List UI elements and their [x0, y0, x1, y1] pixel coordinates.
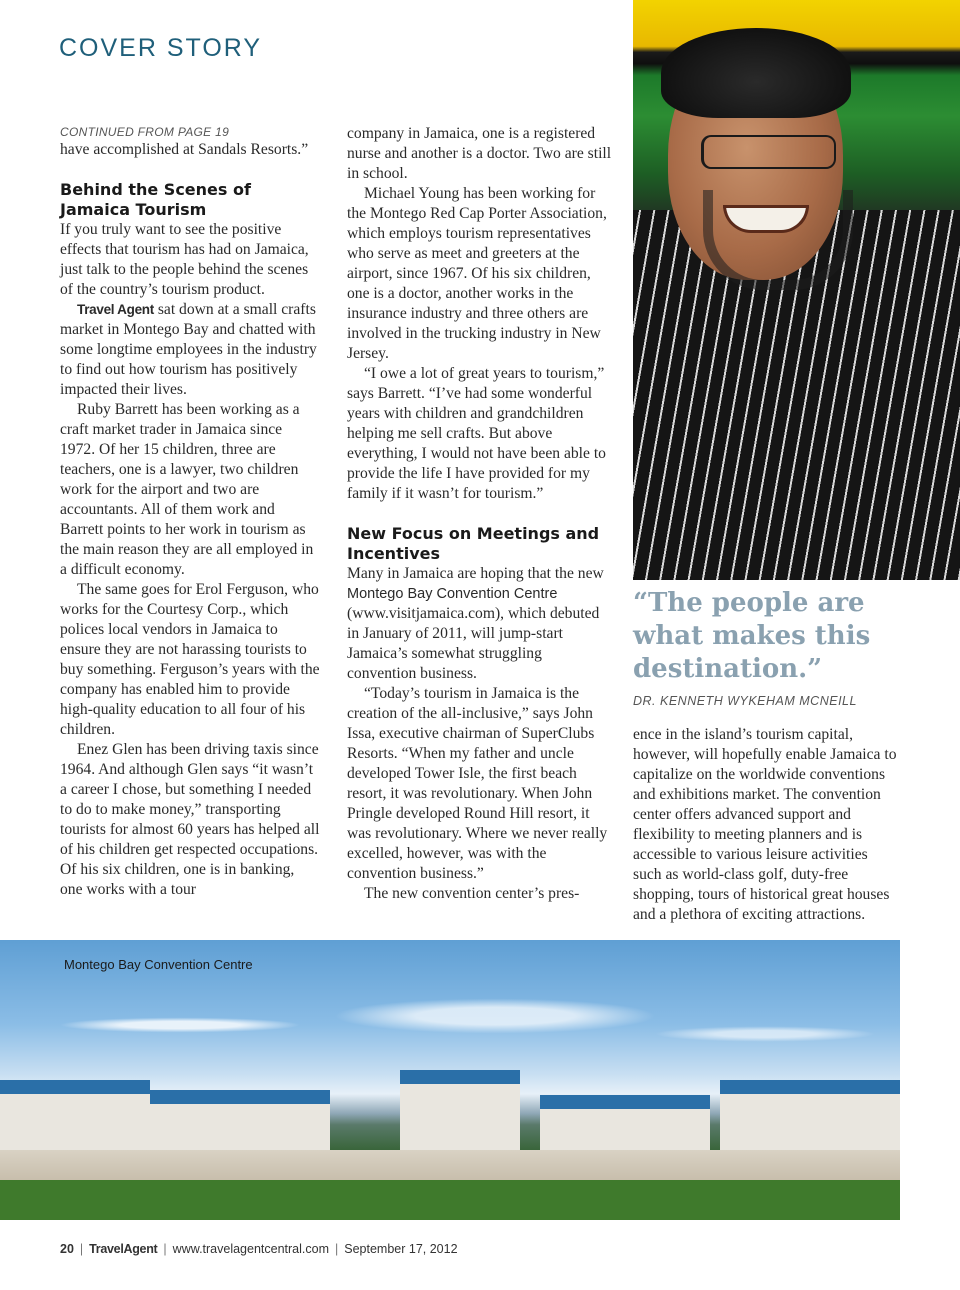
portrait-photo: [633, 0, 960, 580]
website-url[interactable]: www.travelagentcentral.com: [172, 1242, 329, 1256]
hair: [661, 28, 851, 118]
article-column-1: [60, 124, 320, 900]
paragraph: “Today’s tourism in Jamaica is the creation of the all-inclusive,” says John Issa, executive chairman of SuperClubs Resorts. “When my father and uncle developed Tower Isle, the first beach resort, it was revolutionary. When John Pringle developed Round Hill resort, it was revolutionary. Where we never really excelled, however, was with the convention business.”: [347, 685, 608, 882]
lawn: [0, 1180, 900, 1220]
paragraph: company in Jamaica, one is a registered nurse and another is a doctor. Two are still in school.: [347, 125, 612, 182]
paragraph: [347, 564, 613, 684]
continued-from: CONTINUED FROM PAGE 19: [60, 125, 230, 139]
glasses: [701, 135, 836, 169]
page-number: 20: [60, 1242, 74, 1256]
paragraph: The same goes for Erol Ferguson, who works for the Courtesy Corp., which polices local vendors in Jamaica to ensure they are not harassing tourists to buy something. Ferguson’s years with the company has enabled him to provide high-quality education to all four of his children.: [60, 581, 320, 738]
paragraph: The new convention center’s pres-: [364, 885, 580, 902]
paragraph: Ruby Barrett has been working as a craft market trader in Jamaica since 1972. Of her 15 children, three are teachers, one is a lawyer, two children work for the airport and two are accountants. All of them work and Barrett points to her work in tourism as the main reason they are all employed in a difficult economy.: [60, 401, 314, 578]
pull-quote: “The people are what makes this destination.”: [633, 588, 871, 684]
paragraph: Enez Glen has been driving taxis since 1964. And although Glen says “it wasn’t a career I chose, but something I needed to do to make money,” transporting tourists for almost 60 years has helped all of his children get respected occupations. Of his six children, one is in banking, one works with a tour: [60, 741, 320, 898]
venue-name: Montego Bay Convention Centre: [347, 586, 558, 602]
paragraph-text: sat down at a small crafts market in Montego Bay and chatted with some longtime employees in the industry to find out how tourism has positively impacted their lives.: [60, 301, 317, 398]
page-footer: 20 | TravelAgent | www.travelagentcentral.com | September 17, 2012: [60, 1242, 458, 1256]
issue-date: September 17, 2012: [344, 1242, 458, 1256]
paragraph: ence in the island’s tourism capital, however, will hopefully enable Jamaica to capitalize on the worldwide conventions and exhibitions market. The convention center offers advanced support and flexibility to meeting planners and is accessible to various leisure activities such as world-class golf, duty-free shopping, tours of historical great houses and a plethora of exciting attractions.: [633, 726, 897, 923]
paragraph: “I owe a lot of great years to tourism,” says Barrett. “I’ve had some wonderful years with children and grandchildren helping me sell crafts. But above everything, I would not have been able to provide the life I have provided for my family if it wasn’t for tourism.”: [347, 365, 606, 502]
paragraph: If you truly want to see the positive effects that tourism has had on Jamaica, just talk to the people behind the scenes of the country’s tourism product.: [60, 221, 309, 298]
magazine-name: Travel Agent: [77, 302, 154, 317]
photo-caption: Montego Bay Convention Centre: [64, 957, 253, 972]
magazine-name: TravelAgent: [89, 1242, 158, 1256]
convention-centre-photo: [0, 940, 900, 1220]
paragraph: Michael Young has been working for the Montego Red Cap Porter Association, which employs tourism representatives who serve as meet and greeters at the airport, since 1967. Of his six children, one is a doctor, another works in the insurance industry and three others are involved in the trucking industry in New Jersey.: [347, 185, 607, 362]
paragraph: have accomplished at Sandals Resorts.”: [60, 141, 309, 158]
clouds: [0, 980, 900, 1070]
subheading: Behind the Scenes of Jamaica Tourism: [60, 180, 251, 219]
article-column-3: [633, 725, 899, 925]
paragraph-text: (www.visitjamaica.com), which debuted in January of 2011, will jump-start Jamaica’s somewhat struggling convention business.: [347, 605, 600, 682]
article-column-2: [347, 124, 613, 904]
subheading: New Focus on Meetings and Incentives: [347, 524, 600, 563]
paragraph: [60, 300, 320, 400]
pull-quote-attribution: DR. KENNETH WYKEHAM MCNEILL: [633, 694, 857, 708]
paragraph-text: Many in Jamaica are hoping that the new: [347, 565, 604, 582]
section-label: COVER STORY: [59, 34, 263, 62]
